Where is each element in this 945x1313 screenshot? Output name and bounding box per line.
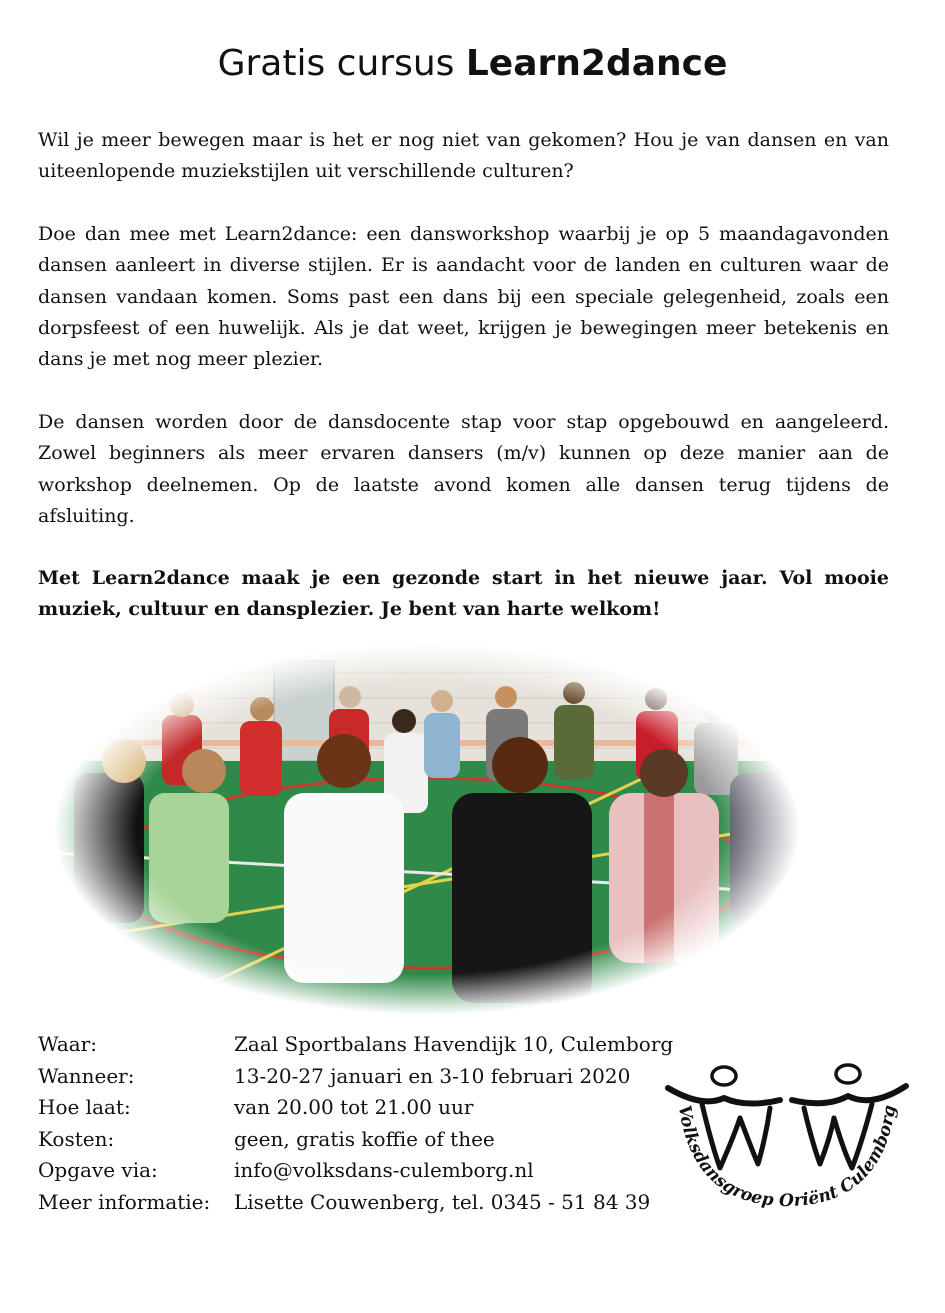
logo-text-path: Volksdansgroep Oriënt Culemborg [673, 1103, 901, 1212]
info-value: Zaal Sportbalans Havendijk 10, Culemborg [234, 1032, 674, 1056]
info-label: Meer informatie: [38, 1189, 211, 1214]
page-title [0, 40, 945, 88]
info-value: 13-20-27 januari en 3-10 februari 2020 [234, 1063, 631, 1088]
volksdansgroep-logo [662, 1058, 912, 1218]
description-paragraph: Doe dan mee met Learn2dance: een dansworkshop waarbij je op 5 maandagavonden dansen aanleert in diverse stijlen. Er is aandacht voor de landen en culturen waar de dansen vandaan komen. Soms past een dans bij een speciale gelegenheid, zoals een dorpsfeest of een huwelijk. Als je dat weet, krijgen je bewegingen meer betekenis en dans je met nog meer plezier. [38, 223, 889, 371]
intro-paragraph: Wil je meer bewegen maar is het er nog niet van gekomen? Hou je van dansen en van uiteenlopende muziekstijlen uit verschillende culturen? [38, 129, 889, 183]
info-label: Wanneer: [38, 1063, 135, 1088]
info-value: van 20.00 tot 21.00 uur [234, 1095, 474, 1119]
info-value[interactable]: info@volksdans-culemborg.nl [234, 1158, 534, 1182]
info-table [38, 1029, 673, 1218]
info-label: Waar: [38, 1032, 97, 1056]
info-row-waar [38, 1029, 673, 1061]
title-bold: Learn2dance [465, 43, 728, 84]
info-row-kosten [38, 1124, 673, 1156]
title-normal: Gratis cursus [217, 43, 466, 84]
info-row-wanneer [38, 1061, 673, 1093]
info-row-hoe-laat [38, 1092, 673, 1124]
info-value: geen, gratis koffie of thee [234, 1126, 495, 1151]
info-row-meer-informatie [38, 1187, 673, 1219]
method-paragraph: De dansen worden door de dansdocente stap voor stap opgebouwd en aangeleerd. Zowel beginners als meer ervaren dansers (m/v) kunnen op deze manier aan de workshop deelnemen. Op de laatste avond komen alle dansen terug tijdens de afsluiting. [38, 411, 889, 527]
dance-photo [54, 643, 800, 1015]
info-row-opgave [38, 1155, 673, 1187]
welcome-paragraph: Met Learn2dance maak je een gezonde start in het nieuwe jaar. Vol mooie muziek, cultuur en dansplezier. Je bent van harte welkom! [38, 567, 889, 621]
info-label: Opgave via: [38, 1158, 158, 1182]
info-label: Kosten: [38, 1126, 115, 1151]
info-label: Hoe laat: [38, 1095, 131, 1119]
info-value: Lisette Couwenberg, tel. 0345 - 51 84 39 [234, 1189, 651, 1214]
